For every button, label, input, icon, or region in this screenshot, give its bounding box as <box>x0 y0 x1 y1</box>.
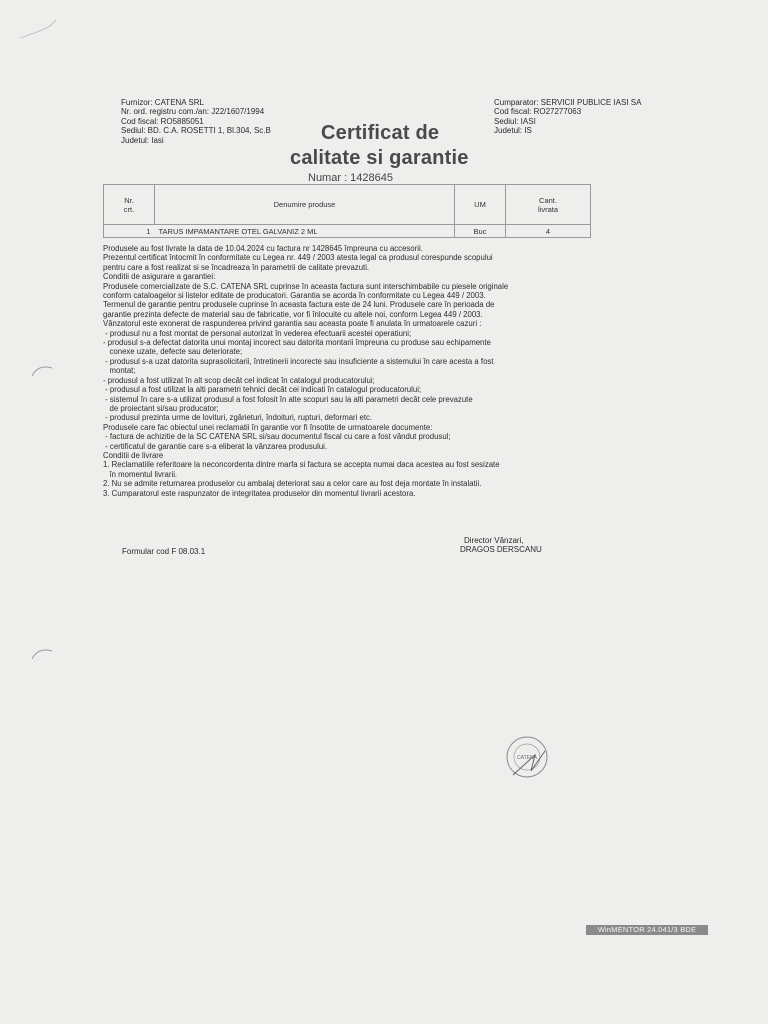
products-table <box>103 184 591 238</box>
text-line: conexe uzate, defecte sau deteriorate; <box>103 347 243 357</box>
buyer-name: Cumparator: SERVICII PUBLICE IASI SA <box>494 98 642 107</box>
col-header-name: Denumire produse <box>155 185 455 225</box>
text-line: montat; <box>103 366 136 376</box>
text-line: Termenul de garantie pentru produsele cuprinse în aceasta factura este de 24 luni. Produsele care în perioada de <box>103 300 495 310</box>
text-line: - produsul s-a uzat datorita suprasolicitarii, întretinerii incorecte sau insuficiente a sistemului în care acesta a fost <box>103 356 494 366</box>
software-badge: WinMENTOR 24.041/3 BDE <box>586 925 708 935</box>
text-line: Prezentul certificat întocmit în conformitate cu Legea nr. 449 / 2003 atesta legal ca produsul corespunde scopului <box>103 253 493 263</box>
text-line: de proiectant si/sau producator; <box>103 403 219 413</box>
text-line: - produsul nu a fost montat de personal autorizat în vederea efectuarii acestei operatiuni; <box>103 328 412 338</box>
text-line: - factura de achizitie de la SC CATENA SRL si/sau documentul fiscal cu care a fost vândut produsul; <box>103 432 451 442</box>
supplier-info <box>121 98 271 145</box>
cell-um: Buc <box>455 225 506 238</box>
text-line: - produsul a fost utilizat în alt scop decât cel indicat în catalogul producatorului; <box>103 375 375 385</box>
text-line: pentru care a fost realizat si se încadreaza în parametrii de calitate prevazuti. <box>103 262 370 272</box>
table-row <box>104 225 591 238</box>
supplier-address: Sediul: BD. C.A. ROSETTI 1, Bl.304, Sc.B <box>121 126 271 136</box>
buyer-county: Judetul: IS <box>494 126 532 136</box>
supplier-fiscal-code: Cod fiscal: RO5885051 <box>121 116 204 126</box>
text-line: Vânzatorul este exonerat de raspunderea privind garantia sau aceasta poate fi anulata în urmatoarele cazuri : <box>103 319 482 329</box>
text-line: conform cataloagelor si listelor editate de producatori. Garantia se acorda în conformitate cu Legea 449 / 2003. <box>103 291 486 301</box>
text-line: Conditii de asigurare a garantiei: <box>103 272 216 282</box>
cell-qty: 4 <box>506 225 591 238</box>
cell-nr: 1 <box>104 225 155 238</box>
col-header-qty: Cant. livrata <box>506 185 591 225</box>
text-line: Conditii de livrare <box>103 450 164 460</box>
punch-hole-mark-bottom <box>30 645 54 661</box>
director-block <box>460 536 542 555</box>
supplier-county: Judetul: Iasi <box>121 135 164 145</box>
scan-smudge-mark <box>18 18 58 42</box>
col-header-um: UM <box>455 185 506 225</box>
text-line: - sistemul în care s-a utilizat produsul a fost folosit în alte scopuri sau la alti parametri decât cele prevazute <box>103 394 473 404</box>
punch-hole-mark-top <box>30 362 54 378</box>
text-line: Produsele care fac obiectul unei reclamatii în garantie vor fi însotite de urmatoarele documente: <box>103 422 433 432</box>
director-title: Director Vânzari, <box>464 536 524 545</box>
document-title-line1: Certificat de <box>321 122 440 144</box>
supplier-name: Furnizor: CATENA SRL <box>121 98 204 107</box>
text-line: - produsul s-a defectat datorita unui montaj incorect sau datorita montarii împreuna cu produse sau echipamente <box>103 338 491 348</box>
director-name: DRAGOS DERSCANU <box>460 545 542 555</box>
company-stamp <box>505 735 549 779</box>
buyer-info <box>494 98 641 136</box>
text-line: - certificatul de garantie care s-a eliberat la vânzarea produsului. <box>103 441 328 451</box>
text-line: Produsele comercializate de S.C. CATENA SRL cuprinse în aceasta factura sunt interschimbabile cu piesele originale <box>103 281 509 291</box>
stamp-text: CATENA <box>517 755 537 761</box>
text-line: - produsul a fost utilizat la alti parametri tehnici decât cei indicati în catalogul producatorului; <box>103 385 422 395</box>
cell-product-name: TARUS IMPAMANTARE OTEL GALVANIZ 2 ML <box>155 225 455 238</box>
col-header-nr: Nr. crt. <box>104 185 155 225</box>
buyer-address: Sediul: IASI <box>494 116 536 126</box>
text-line: 2. Nu se admite returnarea produselor cu ambalaj deteriorat sau a celor care au fost deja montate în instalatii. <box>103 479 482 489</box>
certificate-number: Numar : 1428645 <box>308 172 393 184</box>
text-line: 3. Cumparatorul este raspunzator de integritatea produselor din momentul livrarii acestora. <box>103 488 416 498</box>
text-line: în momentul livrarii. <box>103 469 178 479</box>
text-line: - produsul prezinta urme de lovituri, zgârieturi, îndoituri, rupturi, deformari etc. <box>103 413 373 423</box>
document-title-line2: calitate si garantie <box>290 147 469 169</box>
supplier-registry: Nr. ord. registru com./an: J22/1607/1994 <box>121 107 265 117</box>
text-line: 1. Reclamatiile referitoare la neconcordenta dintre marfa si factura se accepta numai daca acestea au fost sesizate <box>103 460 500 470</box>
table-header-row <box>104 185 591 225</box>
buyer-fiscal-code: Cod fiscal: RO27277063 <box>494 107 582 117</box>
text-line: garantie prezinta defecte de material sau de fabricatie, vor fi înlocuite cu altele noi, conform Legea 449 / 2003. <box>103 309 483 319</box>
form-code: Formular cod F 08.03.1 <box>122 547 206 556</box>
warranty-terms <box>103 244 603 498</box>
text-line: Produsele au fost livrate la data de 10.04.2024 cu factura nr 1428645 împreuna cu accesorii. <box>103 244 423 253</box>
